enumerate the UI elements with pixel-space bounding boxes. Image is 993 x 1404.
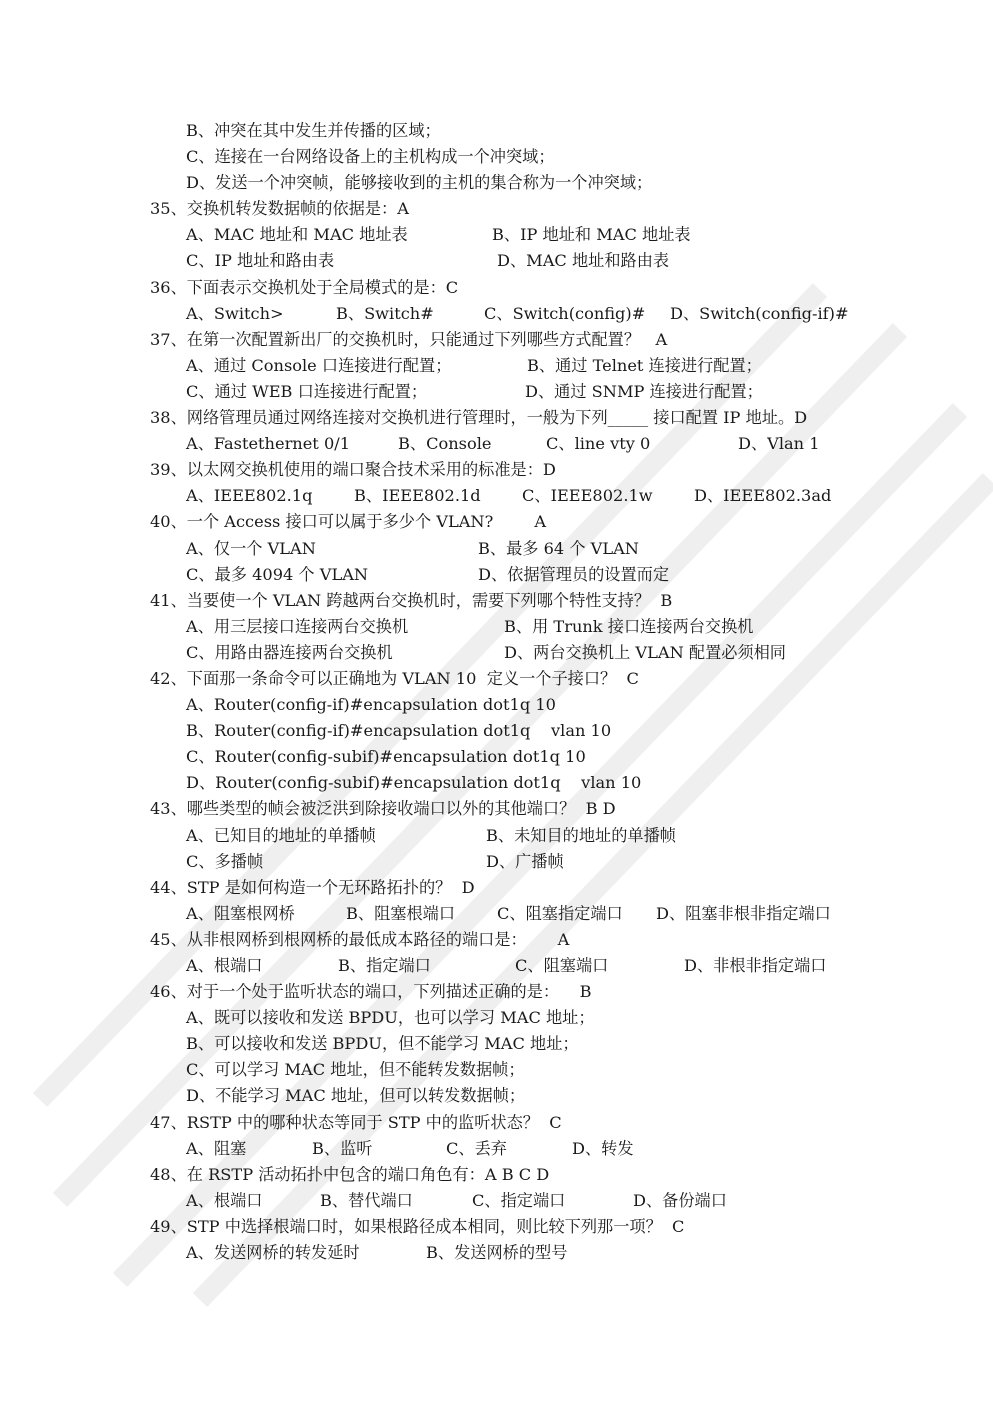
option-c: C、可以学习 MAC 地址，但不能转发数据帧； bbox=[186, 1060, 525, 1080]
option-a: A、根端口 bbox=[186, 956, 263, 975]
question-49 bbox=[150, 1214, 870, 1266]
option-c: C、最多 4094 个 VLAN bbox=[186, 564, 369, 584]
question-stem: 36、下面表示交换机处于全局模式的是：C bbox=[150, 277, 459, 297]
option-row bbox=[150, 222, 870, 248]
question-stem: 44、STP 是如何构造一个无环路拓扑的？ D bbox=[150, 877, 475, 897]
option-d: D、Router(config-subif)#encapsulation dot1q vlan 10 bbox=[186, 773, 642, 793]
option-c: C、Switch(config)# bbox=[484, 303, 646, 323]
option-b: B、发送网桥的型号 bbox=[426, 1243, 568, 1263]
option-b: B、IEEE802.1d bbox=[354, 486, 481, 506]
question-34-tail bbox=[150, 118, 870, 196]
option-d: D、Switch(config-if)# bbox=[670, 303, 849, 323]
option-c: C、连接在一台网络设备上的主机构成一个冲突域； bbox=[186, 147, 555, 167]
option-d: D、备份端口 bbox=[633, 1190, 727, 1210]
option-b: B、监听 bbox=[312, 1138, 373, 1158]
option-d: D、广播帧 bbox=[486, 851, 564, 871]
option-c: C、用路由器连接两台交换机 bbox=[186, 642, 393, 662]
option-b: B、Router(config-if)#encapsulation dot1q vlan 10 bbox=[186, 721, 612, 741]
question-39 bbox=[150, 457, 870, 509]
option-a: A、阻塞 bbox=[186, 1138, 247, 1158]
question-stem: 48、在 RSTP 活动拓扑中包含的端口角色有：A B C D bbox=[150, 1164, 550, 1184]
option-c: C、IP 地址和路由表 bbox=[186, 251, 335, 271]
option-b: B、Console bbox=[398, 434, 492, 454]
question-46 bbox=[150, 979, 870, 1109]
question-35 bbox=[150, 196, 870, 274]
option-c: C、通过 WEB 口连接进行配置； bbox=[186, 381, 428, 401]
option-d: D、MAC 地址和路由表 bbox=[497, 251, 670, 271]
option-b: B、冲突在其中发生并传播的区域； bbox=[186, 121, 441, 140]
question-stem: 40、一个 Access 接口可以属于多少个 VLAN? A bbox=[150, 512, 547, 532]
option-row bbox=[150, 562, 870, 588]
option-d: D、Vlan 1 bbox=[738, 434, 820, 454]
option-b: B、替代端口 bbox=[320, 1190, 413, 1210]
option-row bbox=[150, 379, 870, 405]
option-c: C、丢弃 bbox=[446, 1138, 507, 1158]
option-b: B、可以接收和发送 BPDU，但不能学习 MAC 地址； bbox=[186, 1034, 579, 1054]
option-d: D、阻塞非根非指定端口 bbox=[656, 903, 831, 923]
option-d: D、发送一个冲突帧，能够接收到的主机的集合称为一个冲突域； bbox=[186, 173, 653, 193]
option-row bbox=[150, 536, 870, 562]
option-d: D、两台交换机上 VLAN 配置必须相同 bbox=[504, 642, 786, 662]
option-b: B、指定端口 bbox=[338, 956, 431, 975]
option-row bbox=[150, 1240, 870, 1266]
option-d: D、通过 SNMP 连接进行配置； bbox=[525, 381, 763, 401]
option-a: A、根端口 bbox=[186, 1190, 263, 1210]
option-d: D、转发 bbox=[572, 1138, 634, 1158]
question-42 bbox=[150, 666, 870, 796]
question-43 bbox=[150, 796, 870, 874]
option-row bbox=[150, 1136, 870, 1162]
option-a: A、IEEE802.1q bbox=[186, 486, 313, 506]
option-row bbox=[150, 640, 870, 666]
option-d: D、IEEE802.3ad bbox=[694, 486, 832, 506]
question-36 bbox=[150, 275, 870, 327]
option-row bbox=[150, 901, 870, 927]
option-b: B、阻塞根端口 bbox=[346, 903, 456, 923]
option-b: B、未知目的地址的单播帧 bbox=[486, 825, 676, 845]
option-b: B、通过 Telnet 连接进行配置； bbox=[527, 355, 762, 375]
question-stem: 41、当要使一个 VLAN 跨越两台交换机时，需要下列哪个特性支持？ B bbox=[150, 590, 673, 610]
option-a: A、用三层接口连接两台交换机 bbox=[186, 616, 409, 636]
option-c: C、指定端口 bbox=[472, 1190, 566, 1210]
question-stem: 49、STP 中选择根端口时，如果根路径成本相同，则比较下列那一项？ C bbox=[150, 1216, 685, 1236]
option-row bbox=[150, 483, 870, 509]
option-b: B、最多 64 个 VLAN bbox=[478, 538, 639, 558]
option-b: B、IP 地址和 MAC 地址表 bbox=[492, 225, 691, 245]
option-d: D、非根非指定端口 bbox=[684, 956, 827, 975]
option-a: A、Fastethernet 0/1 bbox=[186, 434, 351, 454]
option-a: A、已知目的地址的单播帧 bbox=[186, 825, 376, 845]
question-stem: 42、下面那一条命令可以正确地为 VLAN 10 定义一个子接口？ C bbox=[150, 668, 639, 688]
question-45 bbox=[150, 927, 870, 979]
option-b: B、用 Trunk 接口连接两台交换机 bbox=[504, 616, 754, 636]
option-a: A、阻塞根网桥 bbox=[186, 903, 295, 923]
question-stem: 45、从非根网桥到根网桥的最低成本路径的端口是： A bbox=[150, 929, 570, 949]
option-row bbox=[150, 953, 870, 979]
question-stem: 43、哪些类型的帧会被泛洪到除接收端口以外的其他端口？ B D bbox=[150, 799, 616, 819]
option-d: D、依据管理员的设置而定 bbox=[478, 564, 670, 584]
question-stem: 35、交换机转发数据帧的依据是：A bbox=[150, 199, 409, 219]
question-47 bbox=[150, 1110, 870, 1162]
option-row bbox=[150, 301, 870, 327]
option-a: A、发送网桥的转发延时 bbox=[186, 1243, 360, 1263]
option-row bbox=[150, 823, 870, 849]
question-stem: 37、在第一次配置新出厂的交换机时，只能通过下列哪些方式配置？ A bbox=[150, 329, 668, 349]
question-44 bbox=[150, 875, 870, 927]
question-48 bbox=[150, 1162, 870, 1214]
option-a: A、仅一个 VLAN bbox=[186, 538, 316, 558]
question-stem: 47、RSTP 中的哪种状态等同于 STP 中的监听状态？ C bbox=[150, 1112, 562, 1132]
option-row bbox=[150, 353, 870, 379]
question-38 bbox=[150, 405, 870, 457]
option-c: C、IEEE802.1w bbox=[522, 486, 653, 506]
option-row bbox=[150, 614, 870, 640]
option-row bbox=[150, 1188, 870, 1214]
question-41 bbox=[150, 588, 870, 666]
option-a: A、MAC 地址和 MAC 地址表 bbox=[186, 225, 408, 245]
option-c: C、阻塞指定端口 bbox=[497, 903, 623, 923]
question-list bbox=[150, 118, 870, 1266]
question-37 bbox=[150, 327, 870, 405]
option-c: C、line vty 0 bbox=[546, 434, 651, 454]
question-stem: 46、对于一个处于监听状态的端口，下列描述正确的是： B bbox=[150, 982, 592, 1002]
question-stem: 38、网络管理员通过网络连接对交换机进行管理时，一般为下列_____ 接口配置 IP 地址。D bbox=[150, 408, 808, 428]
option-a: A、通过 Console 口连接进行配置； bbox=[186, 355, 452, 375]
option-c: C、多播帧 bbox=[186, 851, 264, 871]
option-c: C、阻塞端口 bbox=[515, 956, 609, 975]
option-a: A、Router(config-if)#encapsulation dot1q 10 bbox=[186, 695, 556, 715]
option-row bbox=[150, 248, 870, 274]
question-stem: 39、以太网交换机使用的端口聚合技术采用的标准是：D bbox=[150, 460, 556, 480]
option-b: B、Switch# bbox=[336, 303, 434, 323]
option-a: A、Switch> bbox=[186, 303, 284, 323]
option-a: A、既可以接收和发送 BPDU，也可以学习 MAC 地址； bbox=[186, 1008, 595, 1028]
option-d: D、不能学习 MAC 地址，但可以转发数据帧； bbox=[186, 1086, 526, 1106]
question-40 bbox=[150, 509, 870, 587]
option-row bbox=[150, 431, 870, 457]
option-c: C、Router(config-subif)#encapsulation dot1q 10 bbox=[186, 747, 586, 767]
option-row bbox=[150, 849, 870, 875]
